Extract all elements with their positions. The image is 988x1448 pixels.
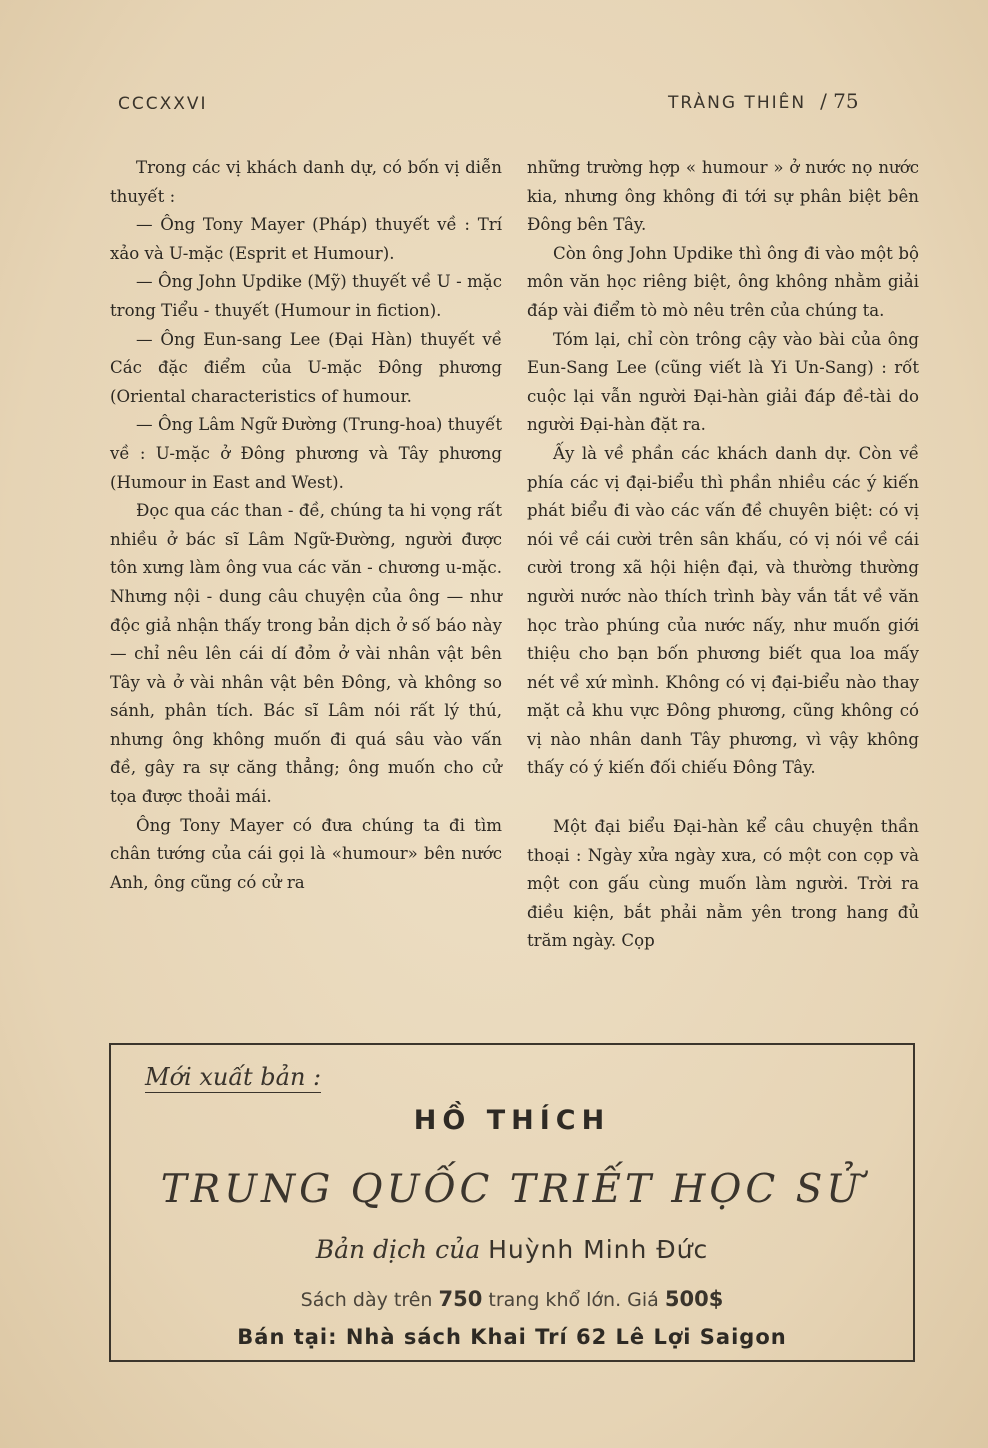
magazine-title: TRÀNG THIÊN [668, 93, 807, 113]
paragraph: — Ông Eun-sang Lee (Đại Hàn) thuyết về Các đặc điểm của U-mặc Đông phương (Oriental characteristics of humour. [110, 329, 502, 406]
ad-author: HỒ THÍCH [413, 1105, 611, 1136]
ad-book-title: TRUNG QUỐC TRIẾT HỌC SỬ [160, 1167, 864, 1212]
page-count: 750 [438, 1287, 483, 1311]
paragraph: Còn ông John Updike thì ông đi vào một bộ môn văn học riêng biệt, ông không nhằm giải đáp vài điểm tò mò nêu trên của chúng ta. [527, 243, 919, 320]
ad-kicker: Mới xuất bản : [145, 1063, 322, 1091]
paragraph: — Ông John Updike (Mỹ) thuyết về U - mặc trong Tiểu - thuyết (Humour in fiction). [110, 272, 502, 320]
paragraph: Trong các vị khách danh dự, có bốn vị diễn thuyết : [110, 158, 502, 206]
section-number: CCCXXVI [118, 94, 208, 114]
paragraph: Một đại biểu Đại-hàn kể câu chuyện thần thoại : Ngày xửa ngày xưa, có một con cọp và một con gấu cùng muốn làm người. Trời ra điều kiện, bắt phải nằm yên trong hang đủ trăm ngày. Cọp [527, 817, 919, 951]
running-header [668, 89, 859, 113]
ad-book-info [111, 1287, 913, 1311]
paragraph-gap [527, 783, 919, 813]
paragraph: Đọc qua các than - đề, chúng ta hi vọng rất nhiều ở bác sĩ Lâm Ngữ-Đường, người được tôn xưng làm ông vua các văn - chương u-mặc. Nhưng nội - dung câu chuyện của ông — như độc giả nhận thấy trong bản dịch ở số báo này — chỉ nêu lên cái dí đỏm ở vài nhân vật bên Tây và ở vài nhân vật bên Đông, và không so sánh, phân tích. Bác sĩ Lâm nói rất lý thú, nhưng ông không muốn đi quá sâu vào vấn đề, gây ra sự căng thẳng; ông muốn cho cử tọa được thoải mái. [110, 501, 502, 807]
left-column [110, 154, 502, 897]
right-column [527, 154, 919, 956]
ad-translation [111, 1235, 913, 1264]
paragraph: Ấy là về phần các khách danh dự. Còn về phía các vị đại-biểu thì phần nhiều các ý kiến phát biểu đi vào các vấn đề chuyên biệt: có vị nói về cái cười trên sân khấu, có vị nói về cái cười trong xã hội hiện đại, và thường thường người nước nào thích trình bày vắn tắt về văn học trào phúng của nước nấy, như muốn giới thiệu cho bạn bốn phương biết qua loa mấy nét về xứ mình. Không có vị đại-biểu nào thay mặt cả khu vực Đông phương, cũng không có vị nào nhân danh Tây phương, vì vậy không thấy có ý kiến đối chiếu Đông Tây. [527, 443, 919, 778]
book-price: 500$ [664, 1287, 724, 1311]
ad-shop: Bán tại: Nhà sách Khai Trí 62 Lê Lợi Saigon [237, 1325, 787, 1349]
paragraph: — Ông Lâm Ngữ Đường (Trung-hoa) thuyết về : U-mặc ở Đông phương và Tây phương (Humour in East and West). [110, 415, 502, 492]
paragraph: Tóm lại, chỉ còn trông cậy vào bài của ông Eun-Sang Lee (cũng viết là Yi Un-Sang) : rốt cuộc lại vẫn người Đại-hàn giải đáp đề-tài do người Đại-hàn đặt ra. [527, 329, 919, 435]
paragraph: — Ông Tony Mayer (Pháp) thuyết về : Trí xảo và U-mặc (Esprit et Humour). [110, 215, 502, 263]
paragraph: Ông Tony Mayer có đưa chúng ta đi tìm chân tướng của cái gọi là «humour» bên nước Anh, ông cũng có cử ra [110, 815, 502, 892]
book-advertisement [109, 1043, 915, 1362]
translation-prefix: Bản dịch của [315, 1235, 481, 1264]
paragraph: những trường hợp « humour » ở nước nọ nước kia, nhưng ông không đi tới sự phân biệt bên Đông bên Tây. [527, 158, 919, 235]
translator-name: Huỳnh Minh Đức [488, 1235, 709, 1264]
page-number: / 75 [820, 89, 859, 113]
pages-suffix: trang khổ lớn. Giá [488, 1289, 659, 1311]
pages-prefix: Sách dày trên [300, 1289, 433, 1311]
